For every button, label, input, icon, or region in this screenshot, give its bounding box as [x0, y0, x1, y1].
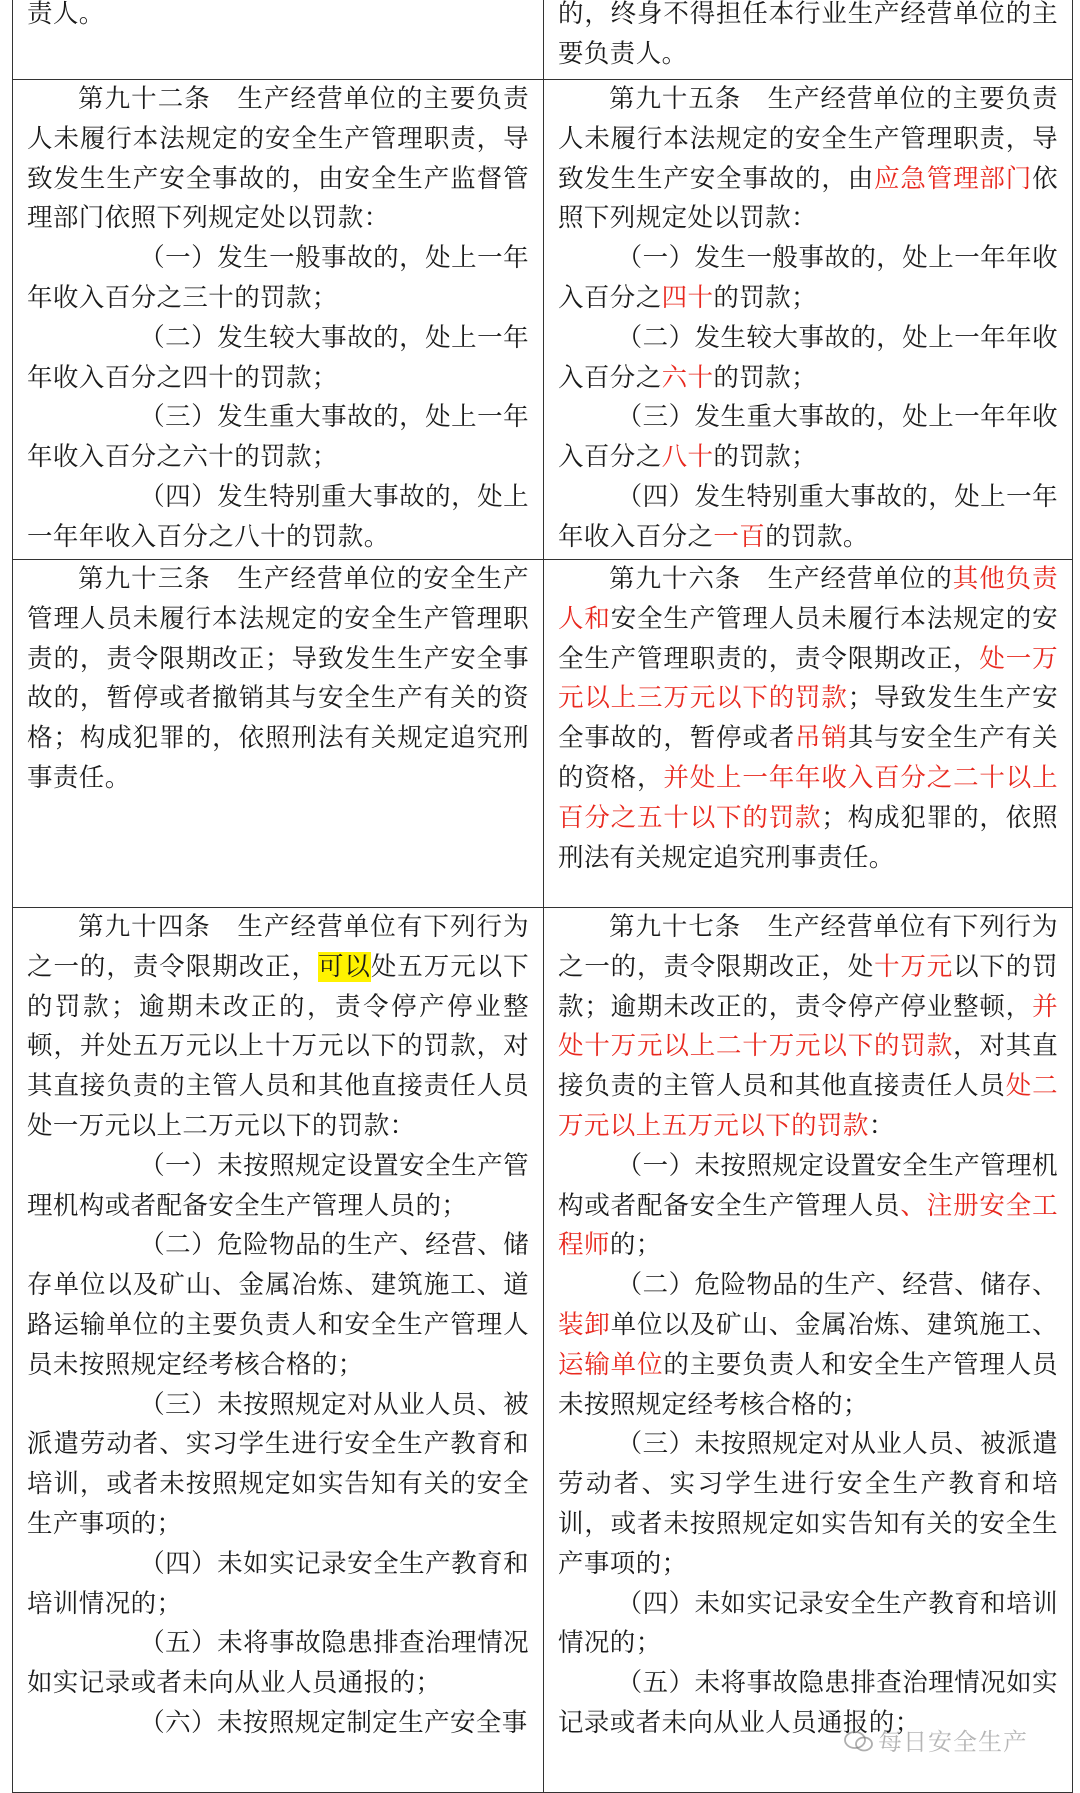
- article-item: （三）发生重大事故的，处上一年年收入百分之八十的罚款；: [558, 402, 1058, 473]
- changed-text: 吊销: [795, 723, 848, 754]
- old-article-93: [13, 560, 544, 908]
- article-item: （三）未按照规定对从业人员、被派遣劳动者、实习学生进行安全生产教育和培训，或者未按照规定如实告知有关的安全生产事项的；: [27, 1389, 529, 1539]
- article-lead: 第九十七条 生产经营单位有下列行为之一的，责令限期改正，处十万元以下的罚款；逾期未改正的，责令停产停业整顿，并处十万元以上二十万元以下的罚款，对其直接负责的主管人员和其他直接责任人员处二万元以上五万元以下的罚款：: [558, 912, 1058, 1141]
- article-item: （三）未按照规定对从业人员、被派遣劳动者、实习学生进行安全生产教育和培训，或者未按照规定如实告知有关的安全生产事项的；: [558, 1429, 1058, 1579]
- article-item: （二）发生较大事故的，处上一年年收入百分之六十的罚款；: [558, 322, 1058, 393]
- watermark: [844, 1722, 1028, 1757]
- table-row: [13, 0, 1073, 80]
- article-item: （二）危险物品的生产、经营、储存单位以及矿山、金属冶炼、建筑施工、道路运输单位的主要负责人和安全生产管理人员未按照规定经考核合格的；: [27, 1230, 529, 1380]
- article-item: （五）未将事故隐患排查治理情况如实记录或者未向从业人员通报的；: [27, 1628, 529, 1699]
- article-lead: 第九十二条 生产经营单位的主要负责人未履行本法规定的安全生产管理职责，导致发生生产安全事故的，由安全生产监督管理部门依照下列规定处以罚款：: [27, 84, 529, 234]
- article-lead: 第九十三条 生产经营单位的安全生产管理人员未履行本法规定的安全生产管理职责的，责令限期改正；导致发生生产安全事故的，暂停或者撤销其与安全生产有关的资格；构成犯罪的，依照刑法有关规定追究刑事责任。: [27, 564, 529, 793]
- new-article-96: [544, 560, 1073, 908]
- table-row: [13, 908, 1073, 1793]
- article-lead: 第九十五条 生产经营单位的主要负责人未履行本法规定的安全生产管理职责，导致发生生产安全事故的，由应急管理部门依照下列规定处以罚款：: [558, 84, 1058, 234]
- changed-text: 六十: [661, 362, 714, 393]
- changed-text: 并处上一年年收入百分之二十以上百分之五十以下的罚款: [558, 762, 1058, 833]
- article-item: （二）危险物品的生产、经营、储存、装卸单位以及矿山、金属冶炼、建筑施工、运输单位的主要负责人和安全生产管理人员未按照规定经考核合格的；: [558, 1270, 1058, 1420]
- old-article-92: [13, 80, 544, 560]
- old-text: 责人。: [27, 0, 105, 29]
- article-item: （一）未按照规定设置安全生产管理机构或者配备安全生产管理人员、注册安全工程师的；: [558, 1150, 1058, 1261]
- comparison-table: [12, 0, 1073, 1793]
- article-item: （六）未按照规定制定生产安全事: [139, 1707, 528, 1738]
- new-text: 的，终身不得担任本行业生产经营单位的主要负责人。: [558, 0, 1058, 69]
- article-item: （一）发生一般事故的，处上一年年收入百分之四十的罚款；: [558, 243, 1058, 313]
- changed-text: 处一万元以上三万元以下的罚款: [558, 643, 1058, 714]
- article-item: （四）未如实记录安全生产教育和培训情况的；: [558, 1588, 1058, 1659]
- watermark-text: 每日安全生产: [878, 1728, 1028, 1756]
- changed-text: 四十: [661, 282, 714, 313]
- new-law-cell: [544, 0, 1073, 80]
- changed-text: 八十: [661, 442, 714, 473]
- article-lead: 第九十四条 生产经营单位有下列行为之一的，责令限期改正，可以处五万元以下的罚款；逾期未改正的，责令停产停业整顿，并处五万元以上十万元以下的罚款，对其直接负责的主管人员和其他直接责任人员处一万元以上二万元以下的罚款：: [27, 912, 529, 1141]
- article-item: （一）未按照规定设置安全生产管理机构或者配备安全生产管理人员的；: [27, 1150, 529, 1221]
- changed-text: 运输单位: [558, 1349, 664, 1380]
- changed-text: 并处十万元以上二十万元以下的罚款: [558, 991, 1058, 1062]
- table-row: [13, 80, 1073, 560]
- article-item: （三）发生重大事故的，处上一年年收入百分之六十的罚款；: [27, 402, 529, 473]
- old-law-cell: [13, 0, 544, 80]
- article-item: （四）发生特别重大事故的，处上一年年收入百分之一百的罚款。: [558, 481, 1058, 552]
- changed-text: 装卸: [558, 1309, 611, 1340]
- new-article-95: [544, 80, 1073, 560]
- new-article-97: [544, 908, 1073, 1793]
- article-lead: 第九十六条 生产经营单位的其他负责人和安全生产管理人员未履行本法规定的安全生产管理职责的，责令限期改正，处一万元以上三万元以下的罚款；导致发生生产安全事故的，暂停或者吊销其与安全生产有关的资格，并处上一年年收入百分之二十以上百分之五十以下的罚款；构成犯罪的，依照刑法有关规定追究刑事责任。: [558, 564, 1059, 873]
- changed-text: 处二万元以上五万元以下的罚款: [558, 1071, 1058, 1141]
- article-item: （一）发生一般事故的，处上一年年收入百分之三十的罚款；: [27, 243, 529, 313]
- wechat-icon: [844, 1731, 874, 1753]
- article-item: （四）发生特别重大事故的，处上一年年收入百分之八十的罚款。: [27, 481, 529, 552]
- old-article-94: [13, 908, 544, 1793]
- article-item: （二）发生较大事故的，处上一年年收入百分之四十的罚款；: [27, 322, 529, 393]
- changed-text: 十万元: [874, 951, 954, 982]
- article-item: （四）未如实记录安全生产教育和培训情况的；: [27, 1548, 529, 1619]
- changed-text: 一百: [713, 521, 766, 552]
- changed-text: 应急管理部门: [874, 163, 1033, 194]
- article-item: （五）未将事故隐患排查治理情况如实记录或者未向从业人员通报的；: [558, 1668, 1058, 1738]
- changed-text: 其他负责人和: [558, 564, 1058, 634]
- highlighted-text: 可以: [317, 951, 371, 982]
- changed-text: 、注册安全工程师: [558, 1190, 1058, 1261]
- table-row: [13, 560, 1073, 908]
